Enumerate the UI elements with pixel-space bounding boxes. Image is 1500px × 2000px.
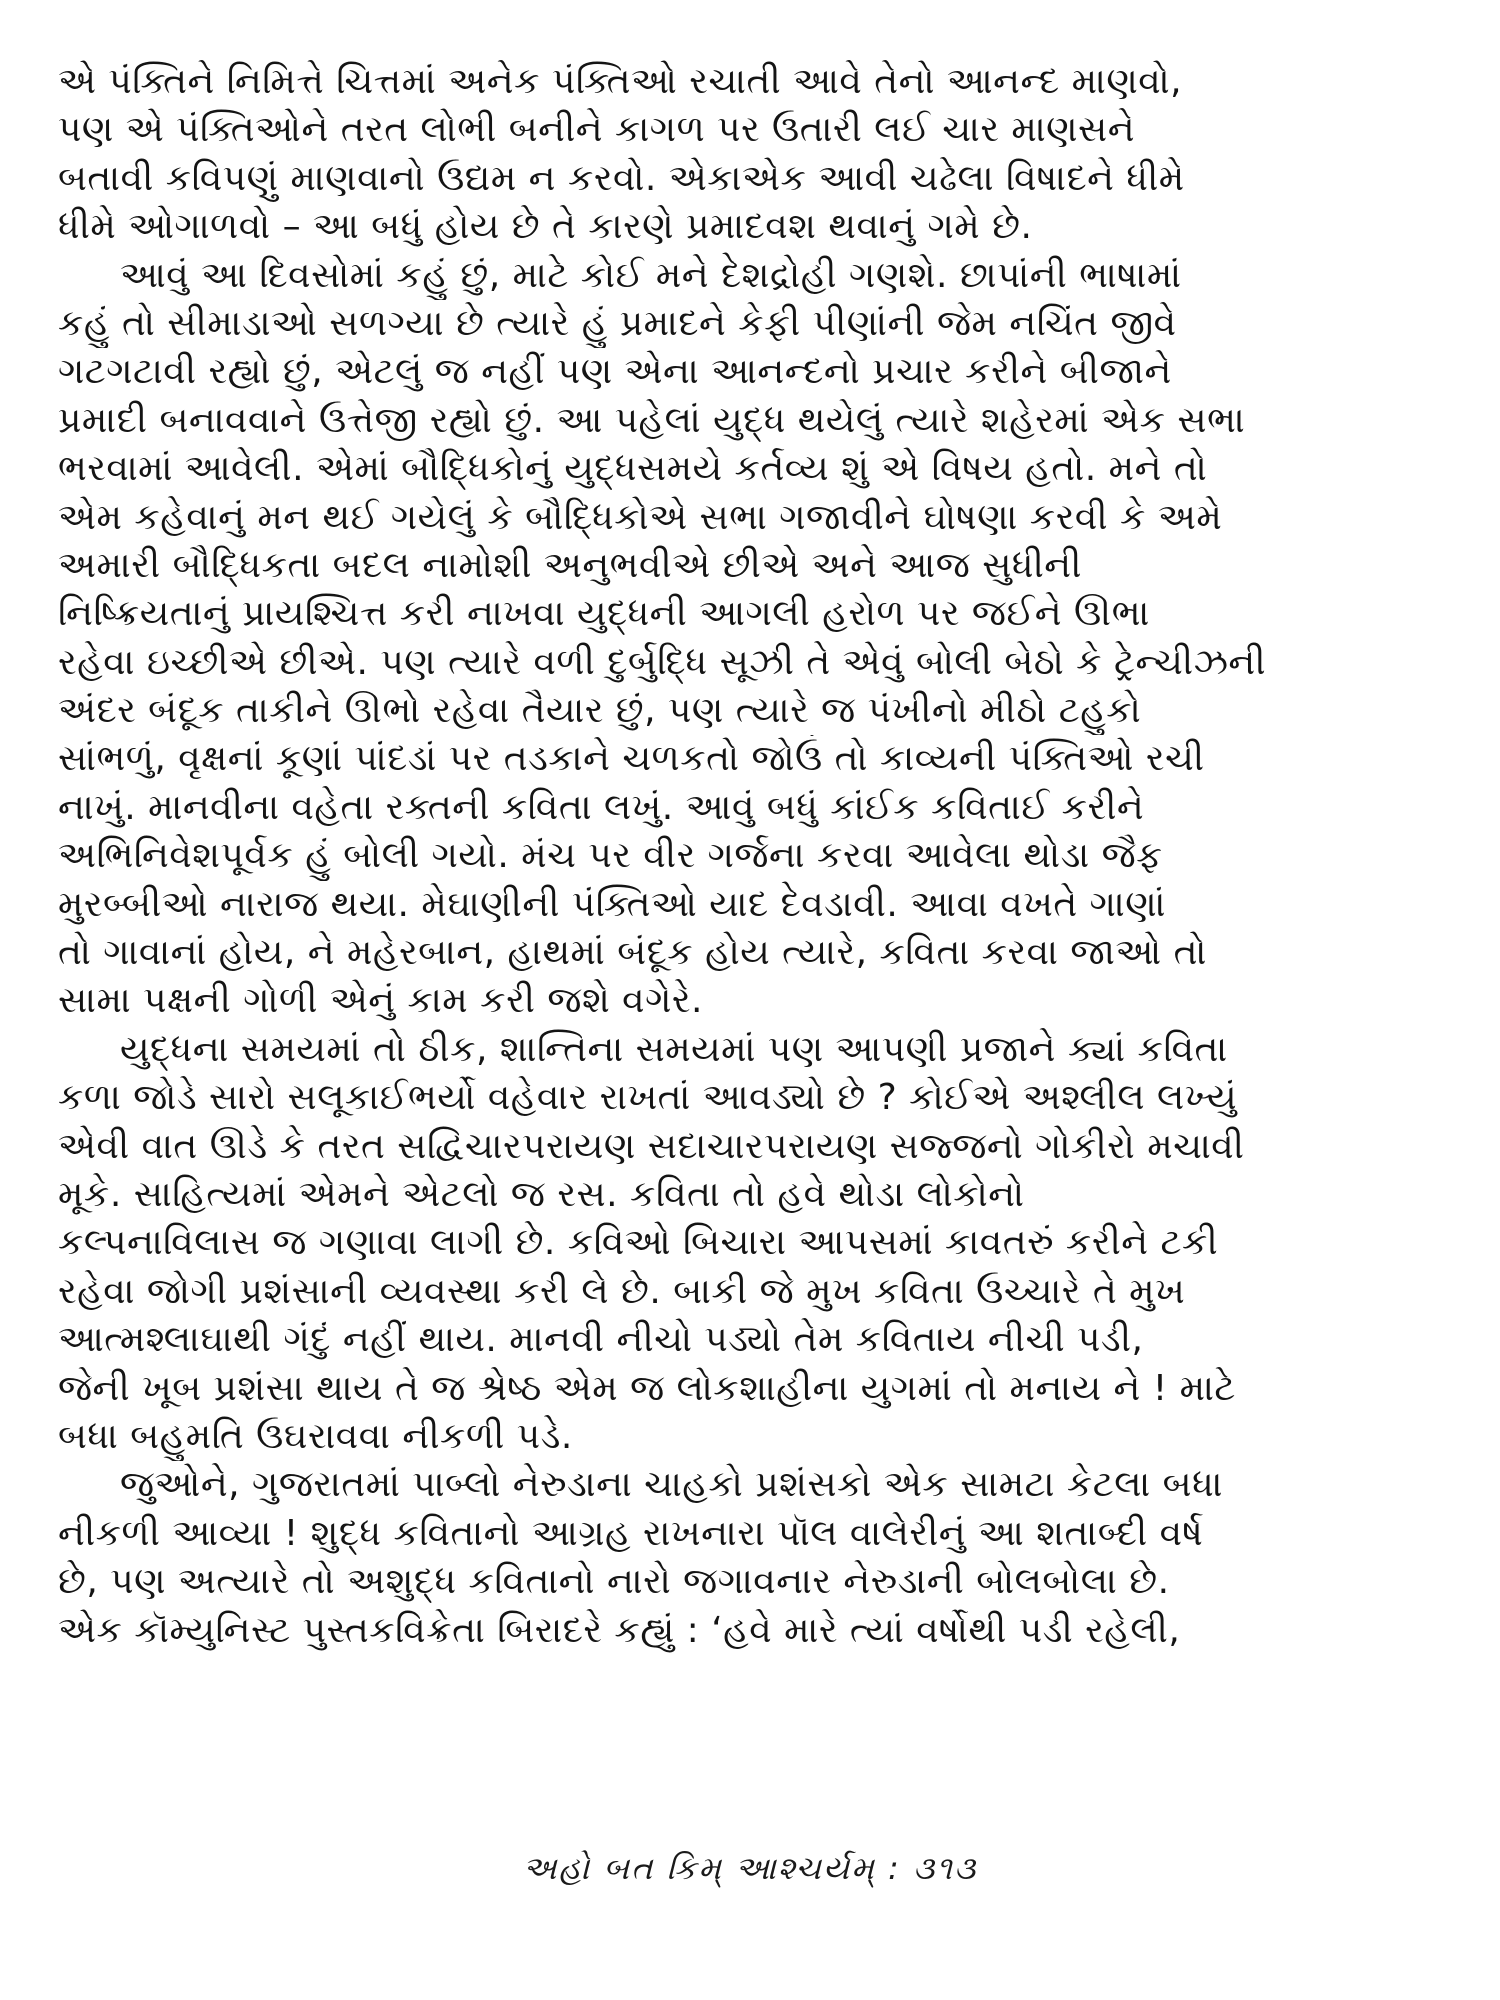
page-body: [58, 58, 1478, 1655]
text-line: અંદર બંદૂક તાકીને ઊભો રહેવા તૈયાર છું, પણ ત્યારે જ પંખીનો મીઠો ટહુકો: [58, 690, 1142, 732]
page-footer: અહો બત કિમ્ આશ્ચર્યમ્ : ૩૧૩: [522, 1849, 978, 1887]
text-line: એમ કહેવાનું મન થઈ ગયેલું કે બૌદ્ધિકોએ સભા ગજાવીને ઘોષણા કરવી કે અમે: [58, 496, 1223, 538]
text-line: જુઓને, ગુજરાતમાં પાબ્લો નેરુડાના ચાહકો પ્રશંસકો એક સામટા કેટલા બધા: [120, 1464, 1224, 1506]
text-line: મુરબ્બીઓ નારાજ થયા. મેઘાણીની પંક્તિઓ યાદ દેવડાવી. આવા વખતે ગાણાં: [58, 883, 1166, 925]
text-line: આવું આ દિવસોમાં કહું છું, માટે કોઈ મને દેશદ્રોહી ગણશે. છાપાંની ભાષામાં: [120, 254, 1182, 296]
text-line: મૂકે. સાહિત્યમાં એમને એટલો જ રસ. કવિતા તો હવે થોડા લોકોનો: [58, 1173, 1025, 1215]
text-line: એ પંક્તિને નિમિત્તે ચિત્તમાં અનેક પંક્તિઓ રચાતી આવે તેનો આનન્દ માણવો,: [58, 61, 1183, 102]
text-line: કહું તો સીમાડાઓ સળગ્યા છે ત્યારે હું પ્રમાદને કેફી પીણાંની જેમ નચિંત જીવે: [58, 302, 1177, 344]
text-line: પ્રમાદી બનાવવાને ઉત્તેજી રહ્યો છું. આ પહેલાં યુદ્ધ થયેલું ત્યારે શહેરમાં એક સભા: [58, 399, 1246, 441]
text-line: યુદ્ધના સમયમાં તો ઠીક, શાન્તિના સમયમાં પણ આપણી પ્રજાને ક્યાં કવિતા: [120, 1028, 1228, 1070]
text-line: આત્મશ્લાઘાથી ગંદું નહીં થાય. માનવી નીચો પડ્યો તેમ કવિતાય નીચી પડી,: [58, 1319, 1144, 1361]
text-line: કલ્પનાવિલાસ જ ગણાવા લાગી છે. કવિઓ બિચારા આપસમાં કાવતરું કરીને ટકી: [58, 1222, 1219, 1264]
text-line: બધા બહુમતિ ઉઘરાવવા નીકળી પડે.: [58, 1415, 573, 1457]
text-line: અભિનિવેશપૂર્વક હું બોલી ગયો. મંચ પર વીર ગર્જના કરવા આવેલા થોડા જૈફ: [58, 835, 1163, 877]
text-line: એવી વાત ઊડે કે તરત સદ્વિચારપરાયણ સદાચારપરાયણ સજ્જનો ગોકીરો મચાવી: [58, 1125, 1245, 1167]
text-line: નિષ્ક્રિયતાનું પ્રાયશ્ચિત્ત કરી નાખવા યુદ્ધની આગલી હરોળ પર જઈને ઊભા: [58, 593, 1150, 635]
text-line: સાંભળું, વૃક્ષનાં કૂણાં પાંદડાં પર તડકાને ચળકતો જોઉં તો કાવ્યની પંક્તિઓ રચી: [58, 738, 1205, 780]
text-line: નાખું. માનવીના વહેતા રક્તની કવિતા લખું. આવું બધું કાંઈક કવિતાઈ કરીને: [58, 786, 1145, 828]
text-line: અમારી બૌદ્ધિકતા બદલ નામોશી અનુભવીએ છીએ અને આજ સુધીની: [58, 544, 1082, 586]
text-line: ભરવામાં આવેલી. એમાં બૌદ્ધિકોનું યુદ્ધસમયે કર્તવ્ય શું એ વિષય હતો. મને તો: [58, 448, 1208, 490]
text-line: પણ એ પંક્તિઓને તરત લોભી બનીને કાગળ પર ઉતારી લઈ ચાર માણસને: [58, 109, 1136, 151]
paragraph-3: [58, 1026, 1478, 1462]
text-line: કળા જોડે સારો સલૂકાઈભર્યો વહેવાર રાખતાં આવડ્યો છે ? કોઈએ અશ્લીલ લખ્યું: [58, 1077, 1238, 1119]
text-line: બતાવી કવિપણું માણવાનો ઉદ્યમ ન કરવો. એકાએક આવી ચઢેલા વિષાદને ધીમે: [58, 157, 1185, 199]
paragraph-2: [58, 252, 1478, 1026]
text-line: ધીમે ઓગાળવો – આ બધું હોય છે તે કારણે પ્રમાદવશ થવાનું ગમે છે.: [58, 206, 1033, 248]
paragraph-1: [58, 58, 1478, 252]
text-line: તો ગાવાનાં હોય, ને મહેરબાન, હાથમાં બંદૂક હોય ત્યારે, કવિતા કરવા જાઓ તો: [58, 932, 1207, 974]
text-line: સામા પક્ષની ગોળી એનું કામ કરી જશે વગેરે.: [58, 980, 703, 1022]
text-line: રહેવા ઇચ્છીએ છીએ. પણ ત્યારે વળી દુર્બુદ્ધિ સૂઝી તે એવું બોલી બેઠો કે ટ્રેન્ચીઝની: [58, 641, 1267, 683]
paragraph-4: [58, 1461, 1478, 1655]
text-line: નીકળી આવ્યા ! શુદ્ધ કવિતાનો આગ્રહ રાખનારા પૉલ વાલેરીનું આ શતાબ્દી વર્ષ: [58, 1512, 1204, 1554]
text-line: રહેવા જોગી પ્રશંસાની વ્યવસ્થા કરી લે છે. બાકી જે મુખ કવિતા ઉચ્ચારે તે મુખ: [58, 1270, 1186, 1312]
text-line: છે, પણ અત્યારે તો અશુદ્ધ કવિતાનો નારો જગાવનાર નેરુડાની બોલબોલા છે.: [58, 1561, 1170, 1603]
text-line: એક કૉમ્યુનિસ્ટ પુસ્તકવિક્રેતા બિરાદરે કહ્યું : ‘હવે મારે ત્યાં વર્ષોથી પડી રહેલી,: [58, 1609, 1181, 1651]
text-line: ગટગટાવી રહ્યો છું, એટલું જ નહીં પણ એના આનન્દનો પ્રચાર કરીને બીજાને: [58, 351, 1172, 393]
text-line: જેની ખૂબ પ્રશંસા થાય તે જ શ્રેષ્ઠ એમ જ લોકશાહીના યુગમાં તો મનાય ને ! માટે: [58, 1367, 1236, 1409]
